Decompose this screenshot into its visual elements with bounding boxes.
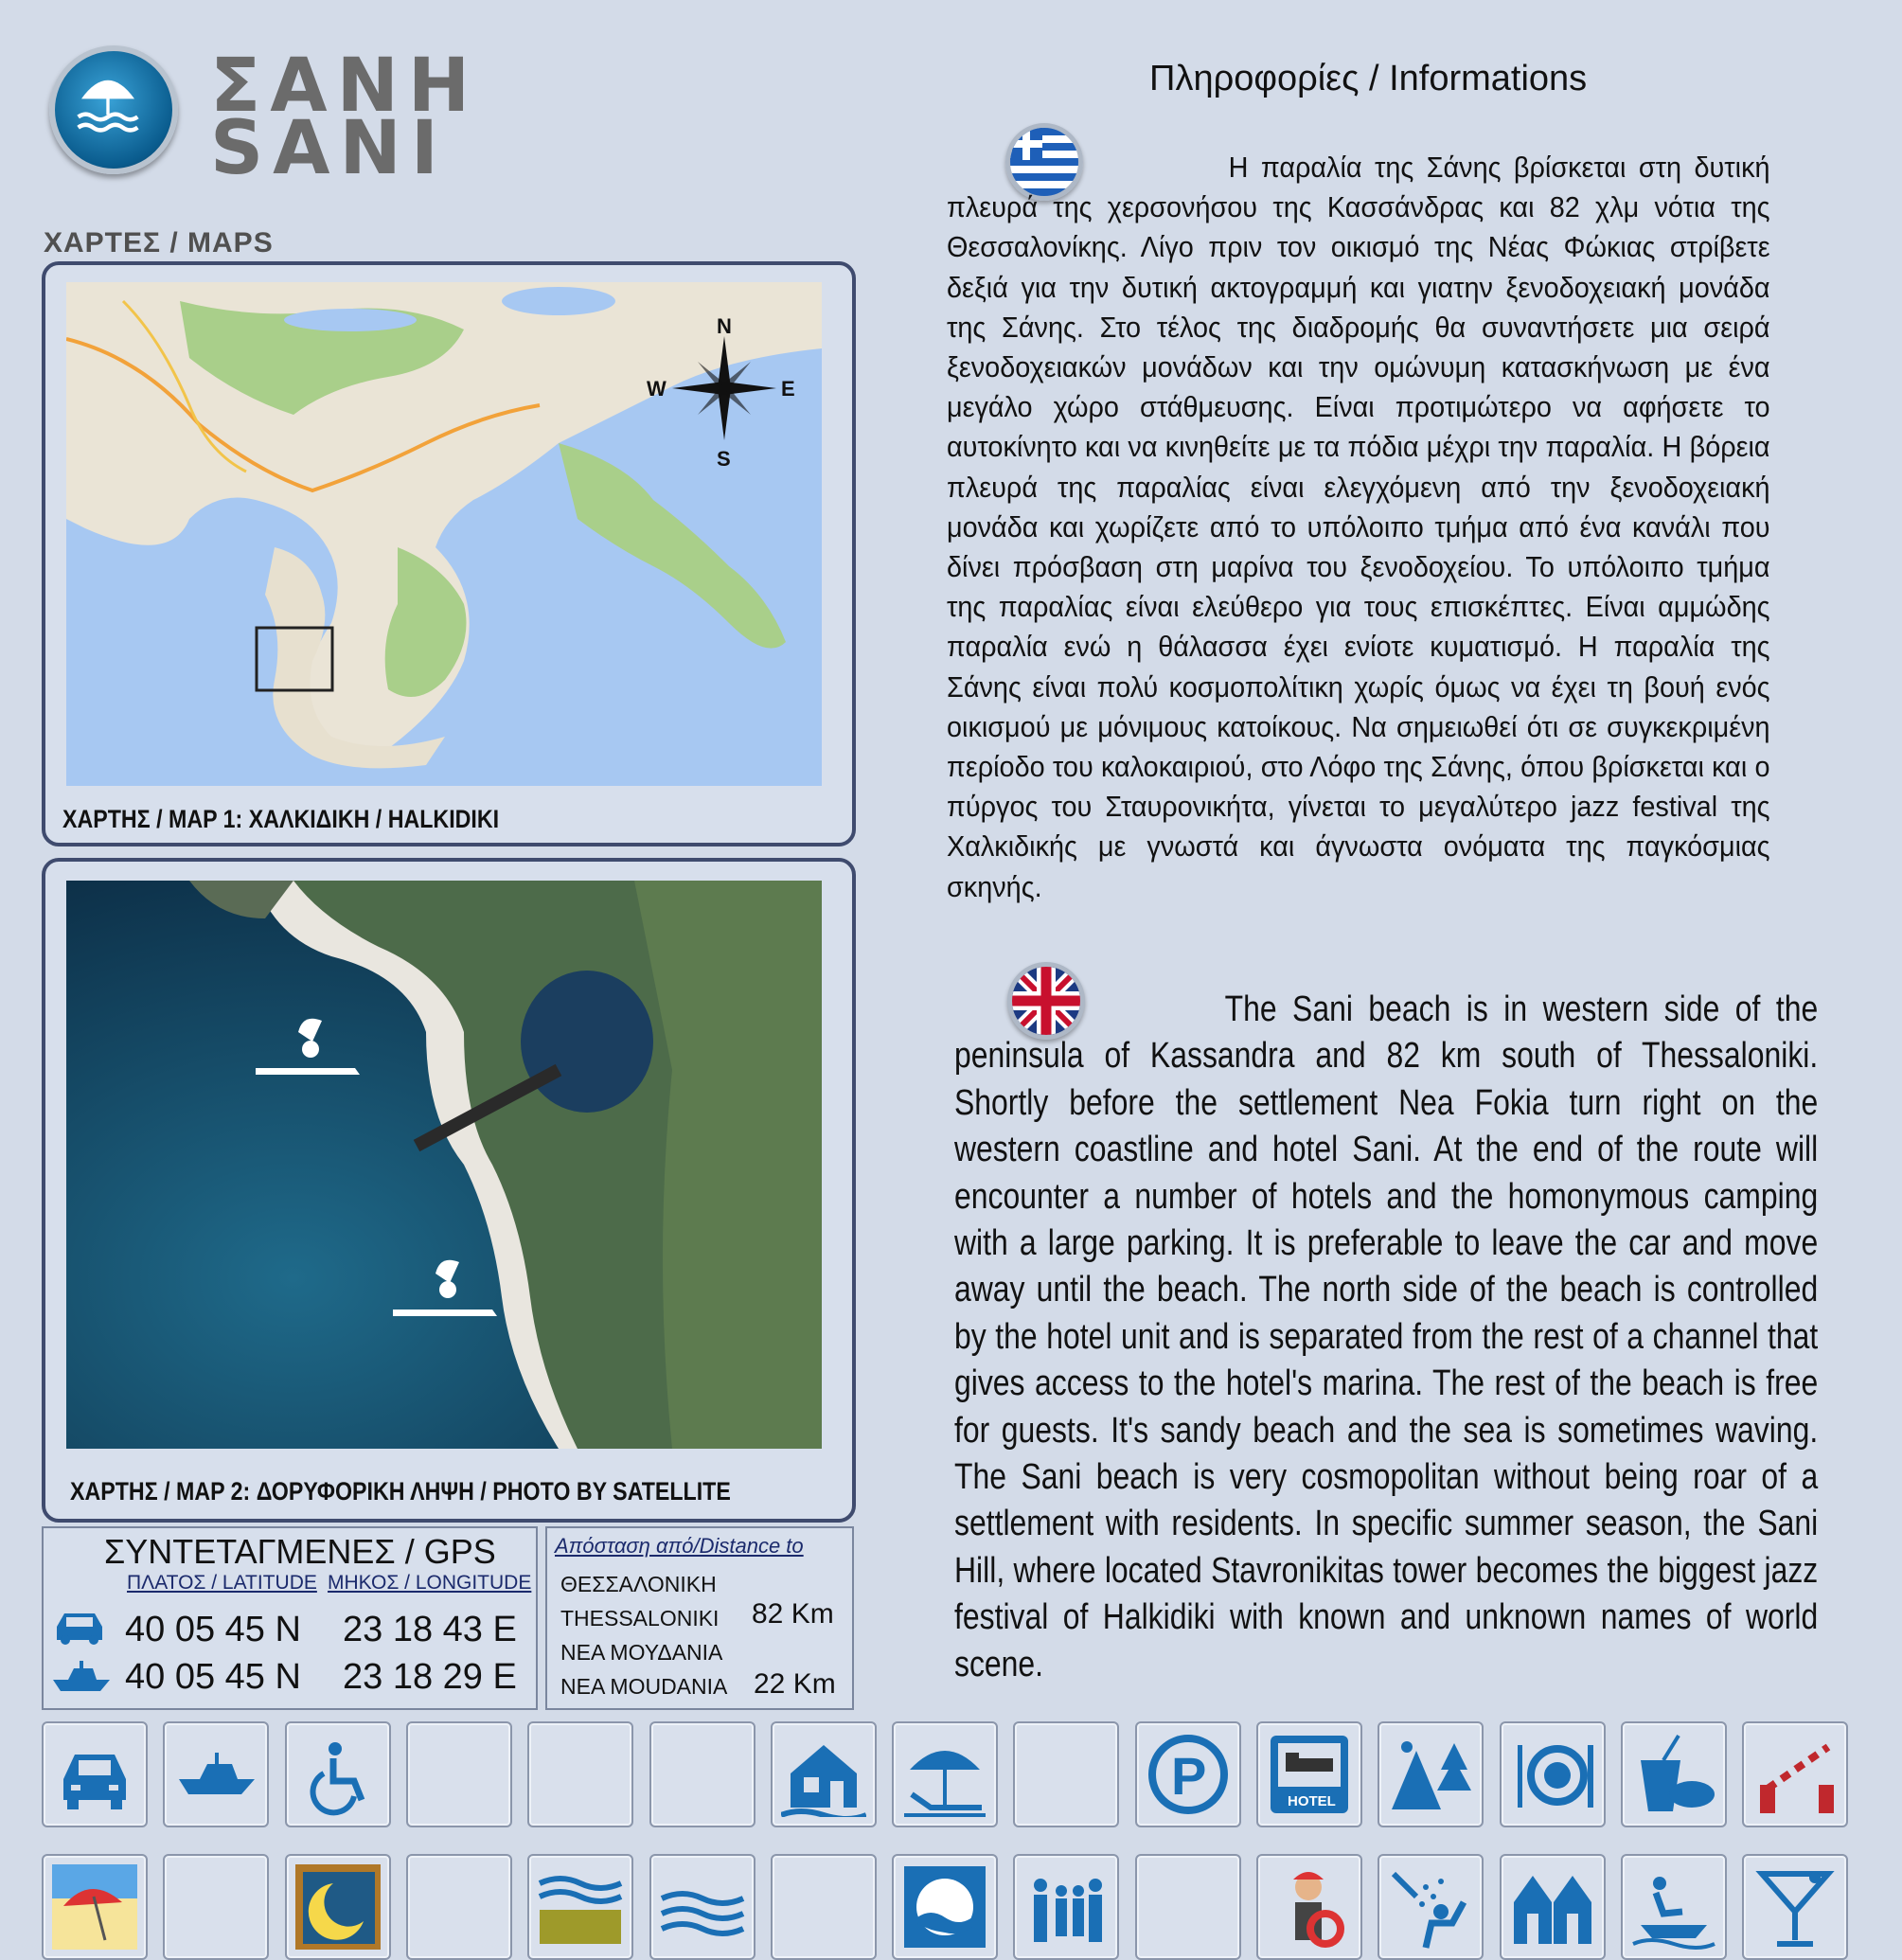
thessaloniki-distance: 82 Km: [752, 1598, 834, 1630]
empty-icon-tile[interactable]: [1013, 1721, 1119, 1827]
shower-icon: [1388, 1864, 1473, 1950]
halkidiki-map[interactable]: [66, 282, 822, 786]
barrier-icon: [1752, 1732, 1838, 1817]
waves-tile[interactable]: [649, 1854, 755, 1960]
empty-icon-tile[interactable]: [163, 1854, 269, 1960]
greek-description: Η παραλία της Σάνης βρίσκεται στη δυτική πλευρά της χερσονήσου της Κασσάνδρας και 82 χλμ νότια της Θεσσαλονίκης. Λίγο πριν τον οικισμό της Νέας Φώκιας στρίβετε δεξιά για την δυτική ακτογραμμή και γιατην ξενοδοχειακή μονάδα της Σάνης. Στο τέλος της διαδρομής θα συναντήσετε μια σειρά ξενοδοχειακών μονάδων και την ομώνυμη κατασκήνωση με ένα μεγάλο χώρο στάθμευσης. Είναι προτιμώτερο να αφήσετε το αυτοκίνητο και να κινηθείτε με τα πόδια μέχρι την παραλία. Η βόρεια πλευρά της παραλίας είναι ελεγχόμενη από την ξενοδοχειακή μονάδα και χωρίζετε από το υπόλοιπο τμήμα από ένα κανάλι που δίνει πρόσβαση στη μαρίνα του ξενοδοχείου. Το υπόλοιπο τμήμα της παραλίας είναι ελεύθερο για τους επισκέπτες. Είναι αμμώδης παραλία ενώ η θάλασσα έχει ενίοτε κυματισμό. Η παραλία της Σάνης είναι πολύ κοσμοπολίτικη χωρίς όμως να έχει τη βουή ενός οικισμού με μόνιμους κατοίκους. Να σημειωθεί ότι σε συγκεκριμένη περίοδο του καλοκαιριού, στο Λόφο της Σάνης, όπου βρίσκεται και ο πύργος του Σταυρονικήτα, γίνεται το μεγαλύτερο jazz festival της Χαλκιδικής με γνωστά και άγνωστα ονόματα της παγκόσμιας σκηνής.: [947, 151, 1770, 903]
blue-flag-tile[interactable]: [892, 1854, 998, 1960]
english-description: The Sani beach is in western side of the peninsula of Kassandra and 82 km south of Thessaloniki. Shortly before the settlement Nea Fokia turn right on the western coastline and hotel Sani. At the end of the route will encounter a number of hotels and the homonymous camping with a large parking. It is preferable to leave the car and move away until the beach. The north side of the beach is controlled by the hotel unit and is separated from the rest of a channel that gives access to the hotel's marina. The rest of the beach is free for guests. It's sandy beach and the sea is sometimes waving. The Sani beach is very cosmopolitan without being roar of a settlement with residents. In specific summer season, the Sani Hill, where located Stavronikitas tower becomes the biggest jazz festival of Halkidiki with known and unknown names of world scene.: [954, 989, 1819, 1684]
brand-greek: ΣΑΝΗ: [210, 44, 480, 129]
map1-caption: ΧΑΡΤΗΣ / MAP 1: ΧΑΛΚΙΔΙΚΗ / HALKIDIKI: [62, 805, 500, 833]
restaurant-icon: [1510, 1732, 1595, 1817]
changing-cabins-icon: [1510, 1864, 1595, 1950]
sand-waves-icon: [538, 1864, 623, 1950]
lifeguard-icon: [1267, 1864, 1352, 1950]
changing-cabins-tile[interactable]: [1500, 1854, 1606, 1960]
car-latitude: 40 05 45 N: [125, 1610, 301, 1649]
nea-moudania-distance: 22 Km: [754, 1668, 836, 1700]
compass-s: S: [717, 447, 731, 471]
compass-n: N: [717, 314, 732, 338]
family-icon: [1023, 1864, 1109, 1950]
house-tile[interactable]: [771, 1721, 877, 1827]
car-icon: [52, 1732, 137, 1817]
thessaloniki-en: THESSALONIKI: [560, 1606, 720, 1630]
shower-tile[interactable]: [1378, 1854, 1484, 1960]
umbrella-lounger-tile[interactable]: [892, 1721, 998, 1827]
svg-text:P: P: [1170, 1746, 1207, 1806]
boat-latitude: 40 05 45 N: [125, 1657, 301, 1697]
boat-tile[interactable]: [163, 1721, 269, 1827]
distance-title: Απόσταση από/Distance to: [555, 1534, 804, 1558]
beach-umbrella-tile[interactable]: [42, 1854, 148, 1960]
car-longitude: 23 18 43 E: [343, 1610, 517, 1649]
hotel-tile[interactable]: [1256, 1721, 1362, 1827]
compass-e: E: [781, 377, 795, 401]
wheelchair-icon: [295, 1732, 381, 1817]
empty-icon-tile[interactable]: [406, 1721, 512, 1827]
barrier-tile[interactable]: [1742, 1721, 1848, 1827]
sand-waves-tile[interactable]: [527, 1854, 633, 1960]
jet-ski-icon: [1631, 1864, 1716, 1950]
empty-icon-tile[interactable]: [1135, 1854, 1241, 1960]
empty-icon-tile[interactable]: [649, 1721, 755, 1827]
beach-umbrella-icon: [52, 1864, 137, 1950]
cocktail-icon: [1752, 1864, 1838, 1950]
camping-tile[interactable]: [1378, 1721, 1484, 1827]
longitude-label: ΜΗΚΟΣ / LONGITUDE: [328, 1572, 532, 1594]
camping-icon: [1388, 1732, 1473, 1817]
parking-tile[interactable]: [1135, 1721, 1241, 1827]
car-tile[interactable]: [42, 1721, 148, 1827]
thessaloniki-gr: ΘΕΣΣΑΛΟΝΙΚΗ: [560, 1572, 717, 1596]
moon-icon: [295, 1864, 381, 1950]
car-icon: [51, 1610, 108, 1652]
lifeguard-tile[interactable]: [1256, 1854, 1362, 1960]
maps-heading: ΧΑΡΤΕΣ / MAPS: [44, 227, 274, 258]
empty-icon-tile[interactable]: [771, 1854, 877, 1960]
beach-bar-icon: [1631, 1732, 1716, 1817]
hotel-label: HOTEL: [1288, 1793, 1336, 1809]
boat-longitude: 23 18 29 E: [343, 1657, 517, 1697]
cocktail-tile[interactable]: [1742, 1854, 1848, 1960]
beach-umbrella-logo-icon: [55, 51, 161, 157]
sani-logo: [49, 45, 178, 174]
boat-icon: [51, 1659, 112, 1698]
blue-flag-icon: [902, 1864, 987, 1950]
moon-tile[interactable]: [285, 1854, 391, 1960]
empty-icon-tile[interactable]: [406, 1854, 512, 1960]
compass-w: W: [647, 377, 667, 401]
umbrella-lounger-icon: [902, 1732, 987, 1817]
map2-caption: ΧΑΡΤΗΣ / MAP 2: ΔΟΡΥΦΟΡΙΚΗ ΛΗΨΗ / PHOTO BY SATELLITE: [70, 1477, 731, 1506]
empty-icon-tile[interactable]: [527, 1721, 633, 1827]
house-icon: [781, 1732, 866, 1817]
brand-latin: SANI: [210, 106, 448, 191]
satellite-map[interactable]: [66, 881, 822, 1449]
latitude-label: ΠΛΑΤΟΣ / LATITUDE: [127, 1572, 317, 1594]
wheelchair-tile[interactable]: [285, 1721, 391, 1827]
restaurant-tile[interactable]: [1500, 1721, 1606, 1827]
nea-moudania-en: NEA MOUDANIA: [560, 1674, 728, 1699]
nea-moudania-gr: ΝΕΑ ΜΟΥΔΑΝΙΑ: [560, 1640, 723, 1665]
boat-icon: [173, 1732, 258, 1817]
hotel-icon: [1267, 1732, 1352, 1817]
waves-icon: [660, 1864, 745, 1950]
family-tile[interactable]: [1013, 1854, 1119, 1960]
beach-bar-tile[interactable]: [1621, 1721, 1727, 1827]
jet-ski-tile[interactable]: [1621, 1854, 1727, 1960]
parking-icon: [1146, 1732, 1231, 1817]
gps-title: ΣΥΝΤΕΤΑΓΜΕΝΕΣ / GPS: [104, 1532, 496, 1571]
info-title: Πληροφορίες / Informations: [1149, 59, 1588, 98]
